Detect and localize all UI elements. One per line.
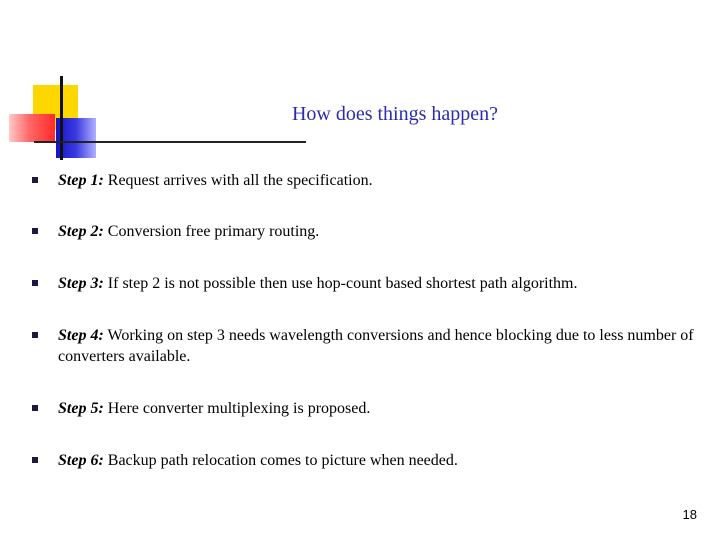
step-label: Step 5: [58,400,104,417]
list-item-step-5 [58,398,703,419]
bullet-icon [32,332,38,338]
step-label: Step 2: [58,223,104,240]
step-text: Working on step 3 needs wavelength conversions and hence blocking due to less number of converters available. [58,327,694,365]
step-text: Request arrives with all the specification. [103,172,373,189]
bullet-icon [32,228,38,234]
bullet-icon [32,405,38,411]
step-text: Conversion free primary routing. [103,223,320,240]
list-item-step-6 [58,450,703,471]
step-label: Step 1: [58,172,104,189]
list-item-step-1 [58,170,703,191]
bullet-icon [32,177,38,183]
step-text: Backup path relocation comes to picture when needed. [103,452,458,469]
bullet-icon [32,457,38,463]
list-item-step-3 [58,273,703,294]
step-label: Step 4: [58,327,104,344]
bullet-icon [32,280,38,286]
step-label: Step 3: [58,275,104,292]
page-number: 18 [682,507,697,522]
list-item-step-2 [58,221,703,242]
step-label: Step 6: [58,452,104,469]
slide-title: How does things happen? [291,103,499,125]
list-item-step-4 [58,325,703,367]
step-text: If step 2 is not possible then use hop-count based shortest path algorithm. [103,275,578,292]
step-text: Here converter multiplexing is proposed. [103,400,371,417]
